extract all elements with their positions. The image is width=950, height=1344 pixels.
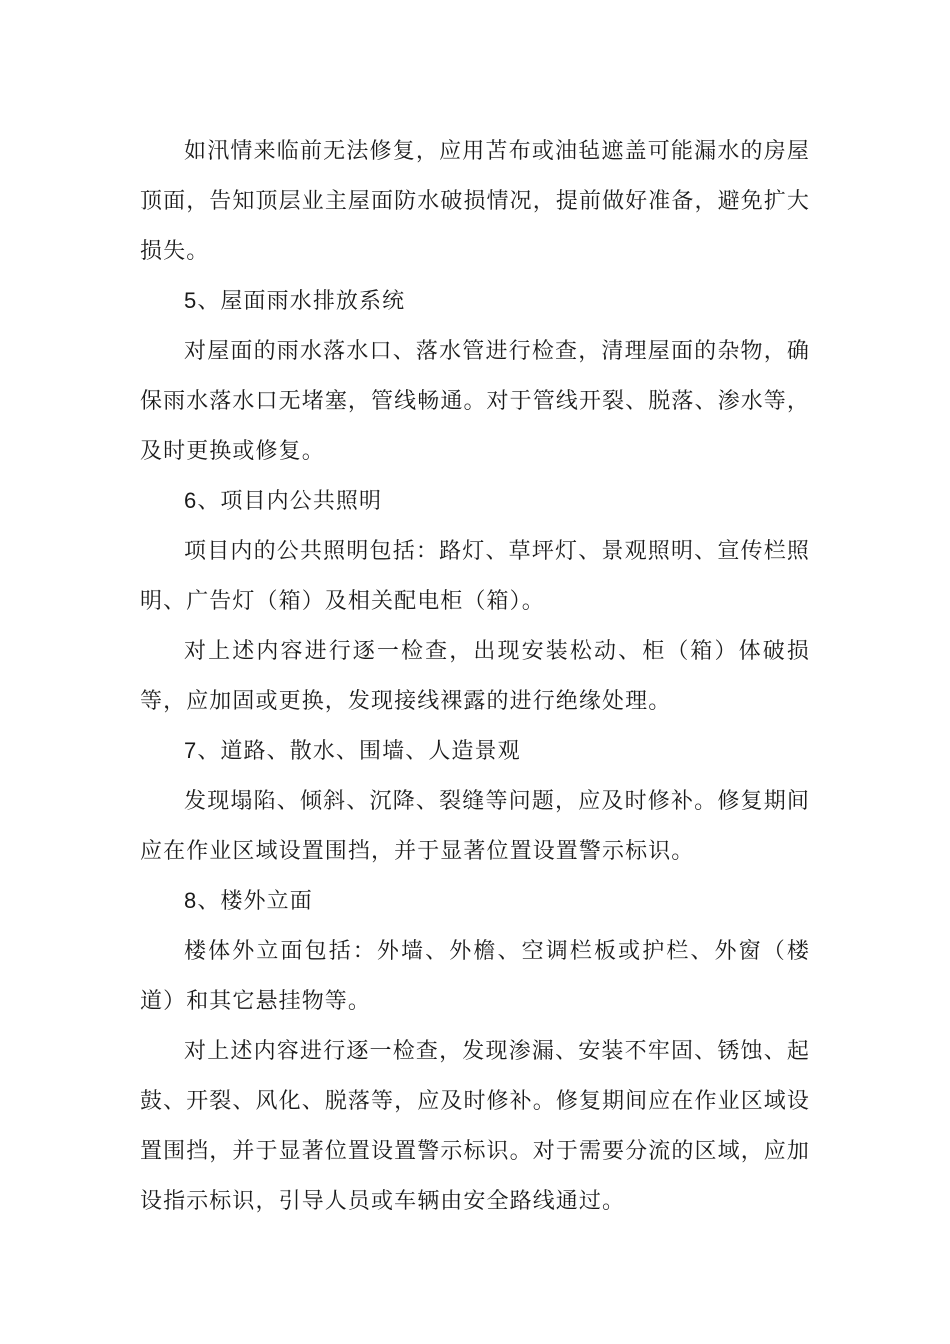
section-heading-7-roads-walls-landscape: 7、道路、散水、围墙、人造景观	[184, 738, 521, 763]
paragraph-roof-drainage-check: 对屋面的雨水落水口、落水管进行检查，清理屋面的杂物，确保雨水落水口无堵塞，管线畅通。对于管线开裂、脱落、渗水等，及时更换或修复。	[140, 338, 810, 463]
paragraph-facade-scope: 楼体外立面包括：外墙、外檐、空调栏板或护栏、外窗（楼道）和其它悬挂物等。	[140, 938, 810, 1013]
section-heading-5-roof-drainage: 5、屋面雨水排放系统	[184, 288, 406, 313]
paragraph-roof-repair-continuation: 如汛情来临前无法修复，应用苫布或油毡遮盖可能漏水的房屋顶面，告知顶层业主屋面防水破损情况，提前做好准备，避免扩大损失。	[140, 138, 810, 263]
document-body	[140, 126, 810, 1226]
paragraph-lighting-inspection: 对上述内容进行逐一检查，出现安装松动、柜（箱）体破损等，应加固或更换，发现接线裸露的进行绝缘处理。	[140, 638, 810, 713]
paragraph-lighting-scope: 项目内的公共照明包括：路灯、草坪灯、景观照明、宣传栏照明、广告灯（箱）及相关配电柜（箱）。	[140, 538, 810, 613]
section-heading-6-public-lighting: 6、项目内公共照明	[184, 488, 383, 513]
section-heading-8-building-facade: 8、楼外立面	[184, 888, 313, 913]
paragraph-roads-repair: 发现塌陷、倾斜、沉降、裂缝等问题，应及时修补。修复期间应在作业区域设置围挡，并于显著位置设置警示标识。	[140, 788, 810, 863]
paragraph-facade-inspection: 对上述内容进行逐一检查，发现渗漏、安装不牢固、锈蚀、起鼓、开裂、风化、脱落等，应及时修补。修复期间应在作业区域设置围挡，并于显著位置设置警示标识。对于需要分流的区域，应加设指示标识，引导人员或车辆由安全路线通过。	[140, 1038, 810, 1213]
